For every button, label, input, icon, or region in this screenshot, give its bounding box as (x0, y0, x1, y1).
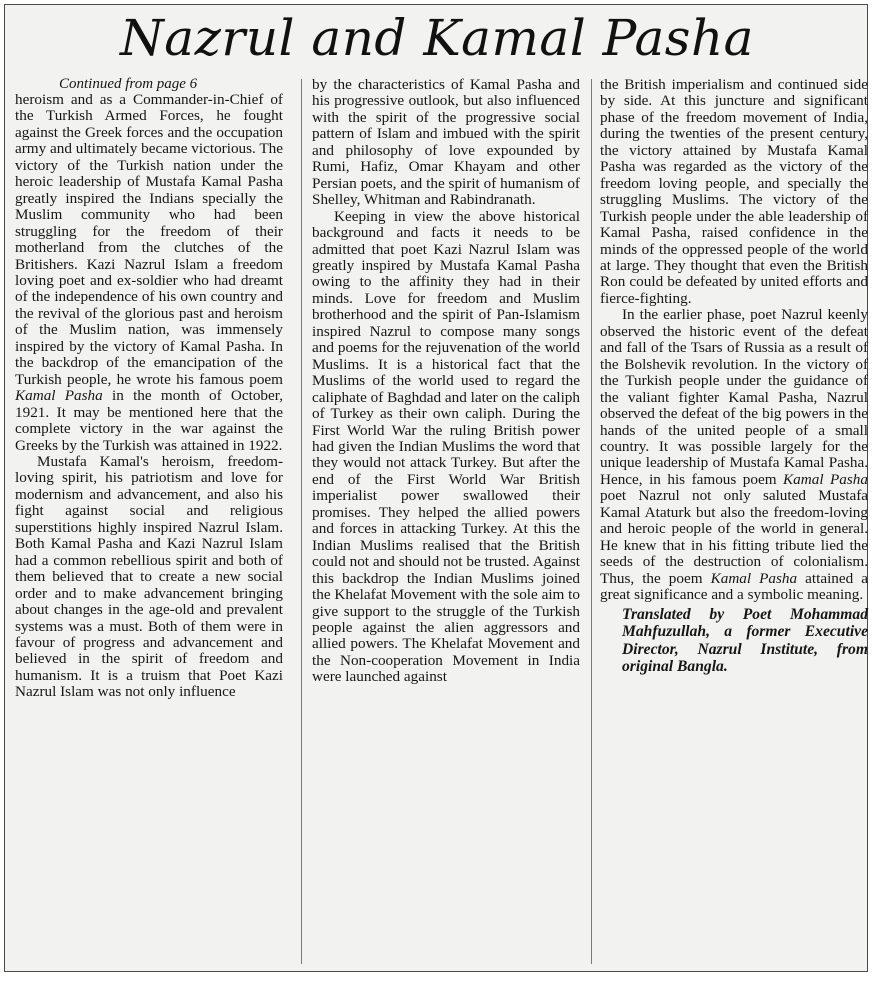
paragraph-text: could be defeated by united efforts and fierce-fighting. (600, 273, 868, 307)
paragraph-text: Mustafa Kamal's heroism, freedom-loving spirit, his patriotism and love for modernism and advancement, and also his fight against social and religious superstitions highly inspired Nazrul Islam. Both Kamal Pasha and Kazi Nazrul Islam had a common rebellious spirit and both of them believed that to create a new social order and to make advancement bringing about changes in the age-old and prevalent systems was a must. Both of them were in favour of progress and advancement and believed in the spirit of freedom and humanism. It is a truism that Poet Kazi Nazrul Islam was not only influence (15, 452, 283, 701)
paragraph (15, 92, 283, 454)
poem-title: Kamal Pasha (710, 569, 798, 587)
paragraph (312, 77, 580, 209)
paragraph-text: Keeping in view the above historical background and facts it needs to be admitted that poet Kazi Nazrul Islam was greatly inspired by Mustafa Kamal Pasha owing to the affinity they had in their minds. Love for freedom and Muslim brotherhood and the spirit of Pan-Islamism inspired Nazrul to compose many songs and poems for the rejuvenation of the world Muslims. It is a historical fact that the Muslims of the world used to regard the caliphate of Baghdad and later on the caliph of Turkey as their own caliph. During the First World War the ruling British power had given the Indian Muslims the word that they would not attack Turkey. But after the end of the First World War British imperialist power swallowed their promises. They helped the allied powers and forces in attacking Turkey. At this the Indian Muslims realised that the British could not and should not be trusted. Against this backdrop the Indian Muslims joined the Khelafat Movement with the sole aim to give support to the struggle of the Turkish people against the alien aggressors and allied powers. The Khelafat Movement and the Non-cooperation Movement in India were launched against (312, 207, 580, 686)
paragraph-text: attained a great significance and a symbolic meaning. (600, 569, 868, 604)
paragraph (600, 307, 868, 603)
article-column-2 (312, 77, 580, 686)
paragraph-text: In the earlier phase, poet Nazrul keenly observed the historic event of the defeat and fall of the Tsars of Russia as a result of the Bolshevik revolution. In the victory of the Turkish people under the guidance of the valiant fighter Kamal Pasha, Nazrul observed the defeat of the big powers in the hands of the united people of a small country. It was possible largely for the unique leadership of Mustafa Kamal Pasha. Hence, in his famous poem (600, 306, 868, 488)
article-headline: Nazrul and Kamal Pasha (120, 9, 754, 67)
poem-title: Kamal Pasha (15, 387, 103, 405)
article-column-3 (600, 77, 868, 676)
article-column-1 (15, 77, 283, 701)
paragraph-text: heroism and as a Commander-in-Chief of the Turkish Armed Forces, he fought against the Greek forces and the occupation army and ultimately became victorious. The victory of the Turkish nation under the heroic leadership of Mustafa Kamal Pasha greatly inspired the Indians specially the Muslim community who had been struggling for the freedom of their motherland from the clutches of the Britishers. Kazi Nazrul Islam a freedom loving poet and ex-soldier who had dreamt of the independence of his own country and the revival of the glorious past and heroism of the Muslim nation, was immensely inspired by the victory of Kamal Pasha. In the backdrop of the emancipation of the Turkish people, he wrote his famous poem (15, 91, 283, 388)
paragraph (600, 77, 868, 307)
poem-title: Kamal Pasha (783, 470, 868, 488)
column-divider (301, 79, 302, 964)
newspaper-clipping (4, 4, 868, 972)
paragraph-text: by the characteristics of Kamal Pasha and his progressive outlook, but also influenced with the spirit of the progressive social pattern of Islam and imbued with the spirit and philosophy of love expounded by Rumi, Hafiz, Omar Khayam and other Persian poets, and the spirit of humanism of Shelley, Whitman and Rabindranath. (312, 76, 580, 209)
continued-from-note: Continued from page 6 (59, 76, 198, 92)
paragraph-text: the British imperialism and continued side by side. At this juncture and significant phase of the freedom movement of India, during the twenties of the present century, the victory attained by Mustafa Kamal Pasha was regarded as the victory of the freedom loving people, and specially the struggling Muslims. The victory of the Turkish people under the able leadership of Kamal Pasha, raised confidence in the minds of the oppressed people of the world at large. They thought that even the British (600, 76, 868, 274)
paragraph-text: poet Nazrul not only saluted Mustafa Kamal Ataturk but also the freedom-loving and heroic people of the world in general. He knew that in his fitting tribute lied the seeds of the destruction of colonialism. Thus, the poem (600, 487, 868, 587)
paragraph (15, 454, 283, 701)
paragraph-text: in the month of October, 1921. It may be mentioned here that the complete victory in the war against the Greeks by the Turkish was attained in 1922. (15, 387, 284, 454)
smudged-text: Ron (600, 273, 626, 291)
column-divider (591, 79, 592, 964)
translator-credit: Translated by Poet Mohammad Mahfuzullah, a former Executive Director, Nazrul Institute, from original Bangla. (622, 605, 868, 675)
paragraph (312, 209, 580, 686)
